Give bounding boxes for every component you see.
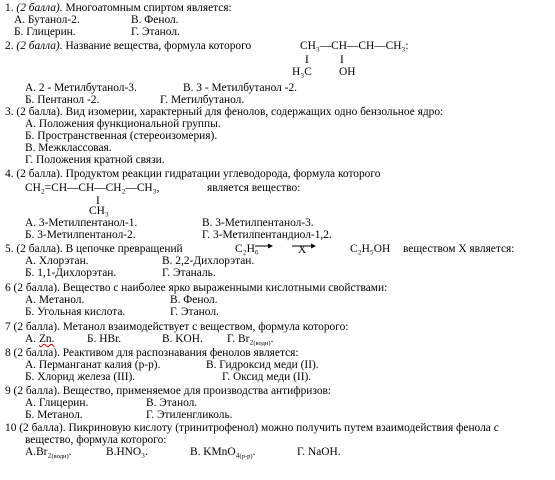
- substituent: OH: [339, 66, 356, 78]
- option-b: В. 2,2-Дихлорэтан.: [162, 255, 255, 267]
- question-3: 3. (2 балла). Вид изомерии, характерный для фенолов, содержащих одно бензольное ядро:: [5, 106, 444, 118]
- question-text: Название вещества, формула которого: [65, 40, 252, 52]
- option-d: Г. Этанол.: [170, 306, 219, 318]
- question-8: 8 (2 балла). Реактивом для распознавания фенолов является:: [5, 347, 299, 359]
- option-a: $А.Br_2_{(водн)}$.: [25, 446, 72, 460]
- option-c: В. Межклассовая.: [25, 142, 112, 154]
- option-c: Б. 1,1-Дихлорэтан.: [25, 267, 117, 279]
- option-b: В. Этанол.: [146, 397, 198, 409]
- option-d: Г. Метилбутанол.: [160, 94, 245, 106]
- option-c: В. KOH.: [162, 333, 203, 345]
- option-d: Г. Оксид меди (II).: [222, 371, 312, 383]
- question-6: 6 (2 балла). Вещество с наиболее ярко выраженными кислотными свойствами:: [5, 282, 388, 294]
- option-b: В. Фенол.: [131, 14, 179, 26]
- question-text: Многоатомным спиртом является:: [65, 2, 232, 14]
- question-1: [5, 3, 232, 14]
- reagent-formula: C₂H₆: [235, 243, 259, 255]
- question-score: (2 балла).: [16, 2, 63, 14]
- question-7: 7 (2 балла). Метанол взаимодействует с веществом, формула которого:: [5, 321, 349, 333]
- option-d: Г. Положения кратной связи.: [25, 154, 165, 166]
- option-c: В. $KMnO_4_{(р-р)}$.: [190, 446, 256, 460]
- option-a: А. 2 - Метилбутанол-3.: [25, 82, 137, 94]
- intermediate-x: X: [298, 244, 307, 256]
- bond-line: I: [96, 195, 100, 207]
- option-a: А. Положения функциональной группы.: [25, 118, 221, 130]
- option-a: А. Глицерин.: [25, 397, 89, 409]
- question-text: является вещество:: [207, 182, 301, 194]
- question-9: 9 (2 балла). Вещество, применяемое для производства антифризов:: [5, 385, 332, 397]
- option-b: В. Фенол.: [170, 294, 218, 306]
- substituent: CH₃: [89, 205, 109, 217]
- option-d: Г. Этанол.: [131, 26, 180, 38]
- bond-line: I: [340, 54, 344, 66]
- option-c: Б. Хлорид железа (III).: [25, 371, 136, 383]
- option-c: Б. Пентанол -2.: [25, 94, 100, 106]
- option-c: Б. Угольная кислота.: [25, 306, 126, 318]
- option-a: А. Перманганат калия (р-р).: [25, 359, 161, 371]
- question-number: 2.: [5, 40, 14, 52]
- option-b: В. Гидроксид меди (II).: [206, 359, 319, 371]
- question-number: 1.: [5, 2, 14, 14]
- option-a: А. 3-Метилпентанол-1.: [25, 217, 138, 229]
- option-d: Г. $Br_2_{(водн)}$.: [227, 333, 274, 347]
- question-score: (2 балла).: [16, 40, 63, 52]
- option-c: Б. Глицерин.: [14, 26, 76, 38]
- structural-formula: CH₂=CH—CH—CH₂—CH₃,: [25, 182, 160, 194]
- question-4: 4. (2 балла). Продуктом реакции гидратации углеводорода, формула которого: [5, 168, 381, 180]
- option-d: Г. Этаналь.: [162, 267, 216, 279]
- question-2: [5, 41, 251, 52]
- option-c: Б. Метанол.: [25, 409, 83, 421]
- substituent: H₃C: [292, 66, 312, 78]
- question-5: 5. (2 балла). В цепочке превращений: [5, 243, 183, 255]
- spellcheck-underline: Zn.: [38, 333, 55, 345]
- option-b: В.HNO₃.: [106, 446, 148, 458]
- option-a: А. Хлорэтан.: [25, 255, 89, 267]
- option-c: Б. 3-Метилпентанол-2.: [25, 229, 136, 241]
- question-10: 10 (2 балла). Пикриновую кислоту (тринитрофенол) можно получить путем взаимодействия фенола с: [5, 422, 499, 434]
- option-b: Б. HBr.: [87, 333, 122, 345]
- structural-formula: CH₃—CH—CH—CH₃:: [300, 40, 409, 52]
- product-formula: C₂H₅OH: [350, 243, 391, 255]
- option-b: В. 3 - Метилбутанол -2.: [183, 82, 298, 94]
- option-a: А. Бутанол-2.: [14, 14, 80, 26]
- option-a: А. Метанол.: [25, 294, 85, 306]
- question-text: вещество, формула которого:: [25, 434, 167, 446]
- option-d: Г. Этиленгликоль.: [146, 409, 233, 421]
- option-d: Г. NaOH.: [297, 446, 341, 458]
- option-a: А. Zn.: [25, 333, 55, 345]
- bond-line: I: [305, 54, 309, 66]
- option-b: В. 3-Метилпентанол-3.: [202, 217, 314, 229]
- option-b: Б. Пространственная (стереоизомерия).: [25, 130, 218, 142]
- option-d: Г. 3-Метилпентандиол-1,2.: [202, 229, 332, 241]
- question-text: веществом Х является:: [403, 243, 515, 255]
